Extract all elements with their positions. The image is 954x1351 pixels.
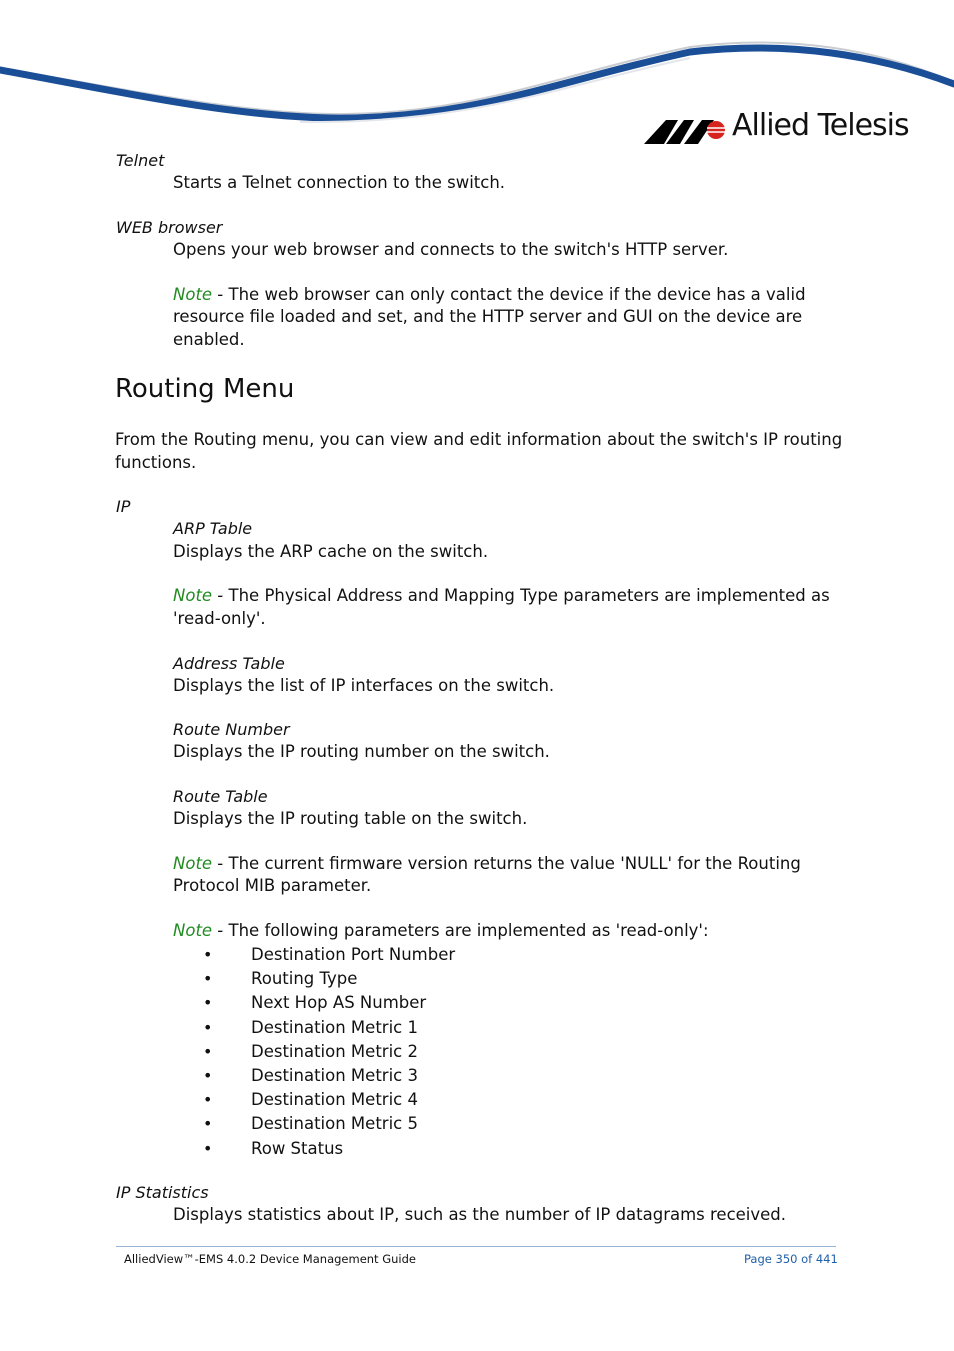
web-note-line-1 <box>173 285 806 304</box>
arp-note-line-1 <box>173 586 830 605</box>
list-item: Routing Type <box>251 969 358 988</box>
bullet-marker: • <box>203 1066 213 1085</box>
note-label: Note <box>173 285 213 304</box>
arp-note-line-2: 'read-only'. <box>173 609 266 628</box>
routing-intro-line-2: functions. <box>115 453 197 472</box>
bullet-marker: • <box>203 1114 213 1133</box>
ip-statistics-desc: Displays statistics about IP, such as the number of IP datagrams received. <box>173 1205 787 1224</box>
address-table-desc: Displays the list of IP interfaces on the switch. <box>173 676 555 695</box>
ip-term: IP <box>116 497 131 516</box>
routing-menu-heading: Routing Menu <box>115 374 295 404</box>
list-item: Destination Metric 1 <box>251 1018 418 1037</box>
route-note1-line-2: Protocol MIB parameter. <box>173 876 372 895</box>
list-item: Destination Port Number <box>251 945 456 964</box>
bullet-marker: • <box>203 945 213 964</box>
note-label: Note <box>173 921 213 940</box>
web-browser-term: WEB browser <box>116 218 223 237</box>
web-note-line-3: enabled. <box>173 330 245 349</box>
route-number-term: Route Number <box>173 720 290 739</box>
footer-page-number: Page 350 of 441 <box>744 1252 838 1266</box>
footer-rule <box>116 1246 836 1247</box>
list-item: Destination Metric 3 <box>251 1066 418 1085</box>
bullet-marker: • <box>203 1090 213 1109</box>
note-text: - The current firmware version returns the value 'NULL' for the Routing <box>212 854 801 873</box>
web-browser-desc: Opens your web browser and connects to the switch's HTTP server. <box>173 240 729 259</box>
bullet-marker: • <box>203 969 213 988</box>
route-table-desc: Displays the IP routing table on the switch. <box>173 809 528 828</box>
list-item: Destination Metric 2 <box>251 1042 418 1061</box>
list-item: Destination Metric 4 <box>251 1090 418 1109</box>
logo-wordmark: Allied Telesis <box>732 108 909 143</box>
note-label: Note <box>173 586 213 605</box>
note-text: - The Physical Address and Mapping Type parameters are implemented as <box>212 586 830 605</box>
telnet-desc: Starts a Telnet connection to the switch. <box>173 173 506 192</box>
note-text: - The following parameters are implemented as 'read-only': <box>212 921 709 940</box>
note-text: - The web browser can only contact the device if the device has a valid <box>212 285 806 304</box>
route-number-desc: Displays the IP routing number on the switch. <box>173 742 550 761</box>
allied-telesis-logo-mark-icon <box>644 114 734 146</box>
route-note2-line <box>173 921 709 940</box>
web-note-line-2: resource file loaded and set, and the HTTP server and GUI on the device are <box>173 307 803 326</box>
arp-table-term: ARP Table <box>173 519 253 538</box>
bullet-marker: • <box>203 1042 213 1061</box>
footer-title: AlliedView™-EMS 4.0.2 Device Management Guide <box>124 1252 416 1266</box>
telnet-term: Telnet <box>116 151 165 170</box>
bullet-marker: • <box>203 993 213 1012</box>
list-item: Row Status <box>251 1139 344 1158</box>
note-label: Note <box>173 854 213 873</box>
routing-intro-line-1: From the Routing menu, you can view and edit information about the switch's IP routing <box>115 430 843 449</box>
bullet-marker: • <box>203 1018 213 1037</box>
list-item: Next Hop AS Number <box>251 993 427 1012</box>
route-table-term: Route Table <box>173 787 268 806</box>
ip-statistics-term: IP Statistics <box>116 1183 209 1202</box>
address-table-term: Address Table <box>173 654 285 673</box>
route-note1-line-1 <box>173 854 801 873</box>
bullet-marker: • <box>203 1139 213 1158</box>
list-item: Destination Metric 5 <box>251 1114 418 1133</box>
arp-table-desc: Displays the ARP cache on the switch. <box>173 542 489 561</box>
